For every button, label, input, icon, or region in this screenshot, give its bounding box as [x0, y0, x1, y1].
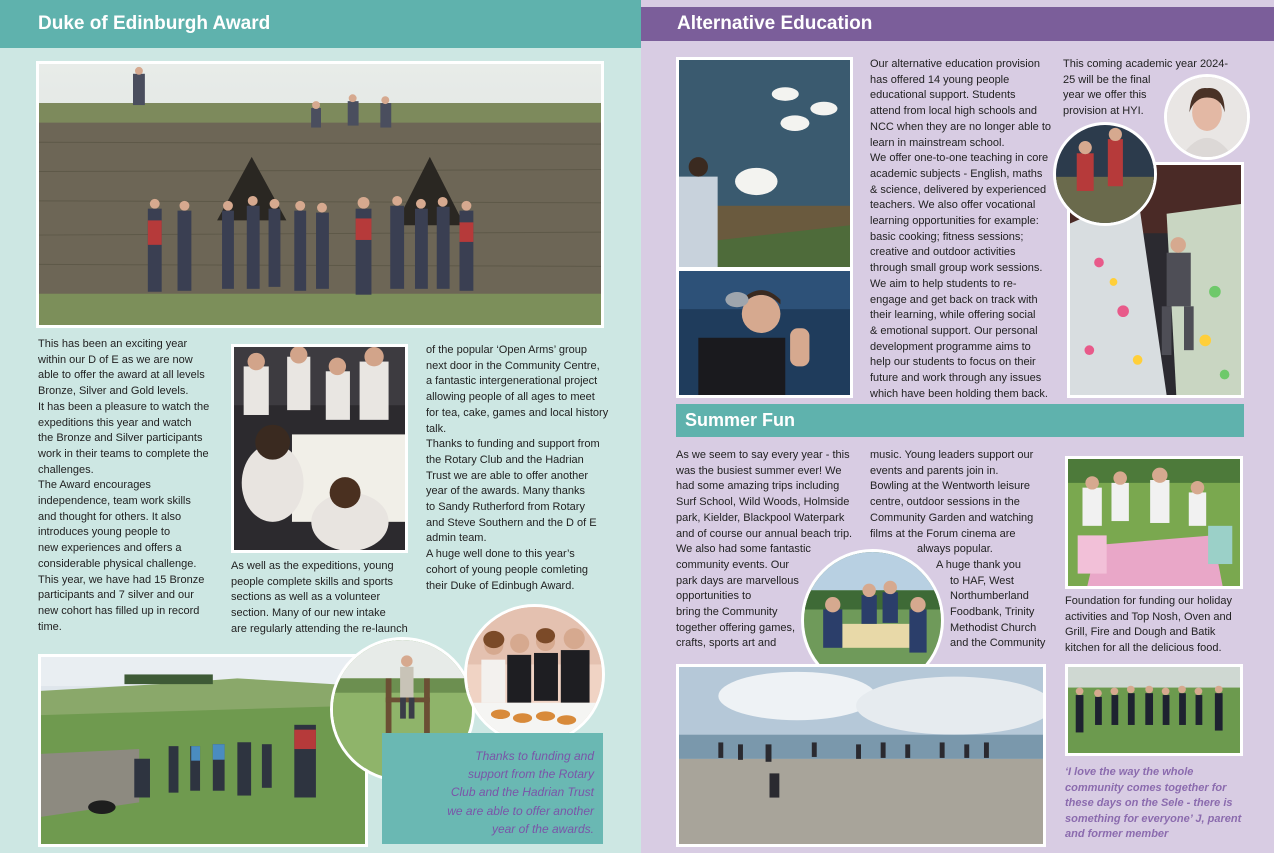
- text-line: and of course our annual beach trip.: [676, 527, 853, 540]
- text-line: Trust we are able to offer another: [426, 469, 589, 482]
- text-line: together offering games,: [676, 621, 796, 634]
- text-line: new experiences and offers a: [38, 542, 182, 555]
- text-line: ‘I love the way the whole: [1065, 766, 1194, 778]
- text-line: are regularly attending the re-launch: [231, 622, 408, 635]
- text-line: and thought for others. It also: [38, 510, 182, 523]
- section-title-summer-fun: Summer Fun: [676, 404, 1244, 437]
- text-line: year of the awards. Many thanks: [426, 485, 585, 498]
- text-line: provision at HYI.: [1063, 105, 1144, 118]
- dofe-thanks-text: [426, 343, 616, 594]
- photo-hiking-group: [38, 654, 368, 847]
- text-line: Foodbank, Trinity: [950, 606, 1035, 619]
- text-line: Foundation for funding our holiday: [1065, 595, 1232, 607]
- text-line: This has been an exciting year: [38, 338, 188, 350]
- funding-callout-text: [426, 747, 594, 838]
- text-line: This coming academic year 2024-: [1063, 58, 1229, 70]
- photo-sports-field-group: [1065, 664, 1243, 756]
- text-line: future and work through any issues: [870, 372, 1042, 385]
- text-line: year of the awards.: [491, 821, 594, 836]
- page-title-alt-ed: Alternative Education: [641, 7, 1274, 41]
- text-line: academic subjects - English, maths: [870, 167, 1043, 180]
- text-line: Grill, Fire and Dough and Batik: [1065, 626, 1216, 639]
- text-line: engage and get back on track with: [870, 293, 1038, 306]
- text-line: year we offer this: [1063, 89, 1147, 102]
- text-line: & science, delivered by experienced: [870, 183, 1047, 196]
- text-line: crafts, sports art and: [676, 637, 777, 650]
- text-line: within our D of E as we are now: [38, 353, 193, 366]
- text-line: park, Kielder, Blackpool Waterpark: [676, 511, 845, 524]
- dofe-intro-text: [38, 337, 223, 635]
- text-line: time.: [38, 620, 62, 633]
- text-line: new cohort has filled up in record: [38, 604, 200, 617]
- dofe-skills-text: [231, 559, 421, 638]
- text-line: attend from local high schools and: [870, 105, 1037, 118]
- summer-thanks-text: [1065, 594, 1250, 657]
- text-line: their learning, while offering social: [870, 309, 1036, 322]
- text-line: bring the Community: [676, 606, 778, 619]
- text-line: talk.: [426, 422, 447, 435]
- text-line: activities and Top Nosh, Oven and: [1065, 610, 1232, 623]
- text-line: participants and 7 silver and our: [38, 589, 194, 602]
- text-line: park days are marvellous: [676, 574, 799, 587]
- text-line: always popular.: [917, 543, 993, 556]
- text-line: we are able to offer another: [447, 803, 594, 818]
- text-line: & emotional support. Our personal: [870, 324, 1038, 337]
- text-line: introduces young people to: [38, 526, 171, 539]
- text-line: able to offer the award at all levels: [38, 369, 205, 382]
- text-line: their Duke of Edinbugh Award.: [426, 579, 575, 592]
- text-line: next door in the Community Centre,: [426, 359, 600, 372]
- text-line: The Award encourages: [38, 479, 151, 492]
- text-line: Our alternative education provision: [870, 58, 1040, 70]
- text-line: We offer one-to-one teaching in core: [870, 152, 1049, 165]
- funding-callout-box: [382, 733, 603, 844]
- alt-ed-text: [870, 57, 1056, 402]
- text-line: A huge well done to this year’s: [426, 548, 575, 561]
- text-line: through small group work sessions.: [870, 262, 1043, 275]
- text-line: Bowling at the Wentworth leisure: [870, 480, 1030, 493]
- photo-student-with-pigeon: [676, 268, 853, 398]
- text-line: basic cooking; fitness sessions;: [870, 230, 1024, 243]
- text-line: Thanks to funding and support from: [426, 438, 600, 451]
- parent-quote: [1065, 765, 1265, 843]
- text-line: NCC when they are no longer able to: [870, 120, 1051, 133]
- text-line: which have been holding them back.: [870, 387, 1048, 400]
- text-line: learn in mainstream school.: [870, 136, 1005, 149]
- text-line: Northumberland: [950, 590, 1029, 603]
- text-line: and Steve Southern and the D of E: [426, 516, 597, 529]
- text-line: We also had some fantastic: [676, 543, 811, 556]
- text-line: kitchen for all the delicious food.: [1065, 642, 1222, 655]
- text-line: and the Community: [950, 637, 1046, 650]
- text-line: community comes together for: [1065, 781, 1227, 794]
- text-line: A huge thank you: [936, 558, 1022, 571]
- text-line: and former member: [1065, 828, 1169, 840]
- photo-students-with-food: [464, 604, 605, 745]
- text-line: sections as well as a volunteer: [231, 591, 381, 604]
- photo-classroom-activity: [231, 344, 408, 553]
- text-line: allowing people of all ages to meet: [426, 391, 595, 404]
- text-line: to Sandy Rutherford from Rotary: [426, 501, 585, 514]
- text-line: admin team.: [426, 532, 487, 545]
- text-line: learning opportunities for example:: [870, 215, 1039, 228]
- text-line: Methodist Church: [950, 621, 1037, 634]
- text-line: events and parents join in.: [870, 464, 999, 477]
- alternative-education-page: [641, 0, 1274, 853]
- text-line: a fantastic intergenerational project: [426, 375, 598, 388]
- text-line: creative and outdoor activities: [870, 246, 1016, 259]
- photo-picnic-activity: [1065, 456, 1243, 589]
- text-line: As we seem to say every year - this: [676, 449, 850, 461]
- text-line: something for everyone’ J, parent: [1065, 812, 1242, 825]
- text-line: We aim to help students to re-: [870, 277, 1017, 290]
- text-line: It has been a pleasure to watch the: [38, 400, 210, 413]
- text-line: independence, team work skills: [38, 495, 191, 508]
- text-line: cohort of young people comleting: [426, 563, 589, 576]
- text-line: This year, we have had 15 Bronze: [38, 573, 205, 586]
- text-line: Community Garden and watching: [870, 511, 1034, 524]
- text-line: had some amazing trips including: [676, 480, 840, 493]
- text-line: has offered 14 young people: [870, 73, 1010, 86]
- text-line: community events. Our: [676, 558, 790, 571]
- text-line: help our students to focus on their: [870, 356, 1036, 369]
- photo-group-on-ruins: [36, 61, 604, 328]
- text-line: expeditions this year and watch: [38, 416, 192, 429]
- text-line: centre, outdoor sessions in the: [870, 496, 1020, 509]
- text-line: considerable physical challenge.: [38, 557, 197, 570]
- text-line: to HAF, West: [950, 574, 1014, 587]
- text-line: Bronze, Silver and Gold levels.: [38, 385, 189, 398]
- text-line: for tea, cake, games and local history: [426, 406, 609, 419]
- text-line: section. Many of our new intake: [231, 607, 386, 620]
- text-line: the Rotary Club and the Hadrian: [426, 453, 584, 466]
- text-line: opportunities to: [676, 590, 752, 603]
- text-line: these days on the Sele - there is: [1065, 797, 1233, 809]
- text-line: As well as the expeditions, young: [231, 560, 394, 572]
- photo-staff-portrait: [1164, 74, 1250, 160]
- photo-swans-by-water: [676, 57, 853, 270]
- text-line: films at the Forum cinema are: [870, 527, 1016, 540]
- page-title-dofe: Duke of Edinburgh Award: [0, 0, 641, 48]
- text-line: Club and the Hadrian Trust: [450, 785, 594, 800]
- text-line: was the busiest summer ever! We: [676, 464, 842, 477]
- text-line: teachers. We also offer vocational: [870, 199, 1036, 212]
- text-line: Thanks to funding and: [475, 749, 594, 763]
- text-line: development programme aims to: [870, 340, 1031, 353]
- text-line: work in their teams to complete the: [38, 447, 209, 460]
- text-line: 25 will be the final: [1063, 73, 1151, 86]
- photo-outdoor-activity-circle: [1053, 122, 1157, 226]
- photo-beach-trip: [676, 664, 1046, 847]
- text-line: people complete skills and sports: [231, 575, 394, 588]
- text-line: Surf School, Wild Woods, Holmside: [676, 496, 850, 509]
- text-line: educational support. Students: [870, 89, 1016, 102]
- text-line: of the popular ‘Open Arms’ group: [426, 344, 588, 356]
- text-line: music. Young leaders support our: [870, 449, 1034, 461]
- text-line: the Bronze and Silver participants: [38, 432, 203, 445]
- text-line: support from the Rotary: [467, 767, 594, 782]
- text-line: challenges.: [38, 463, 94, 476]
